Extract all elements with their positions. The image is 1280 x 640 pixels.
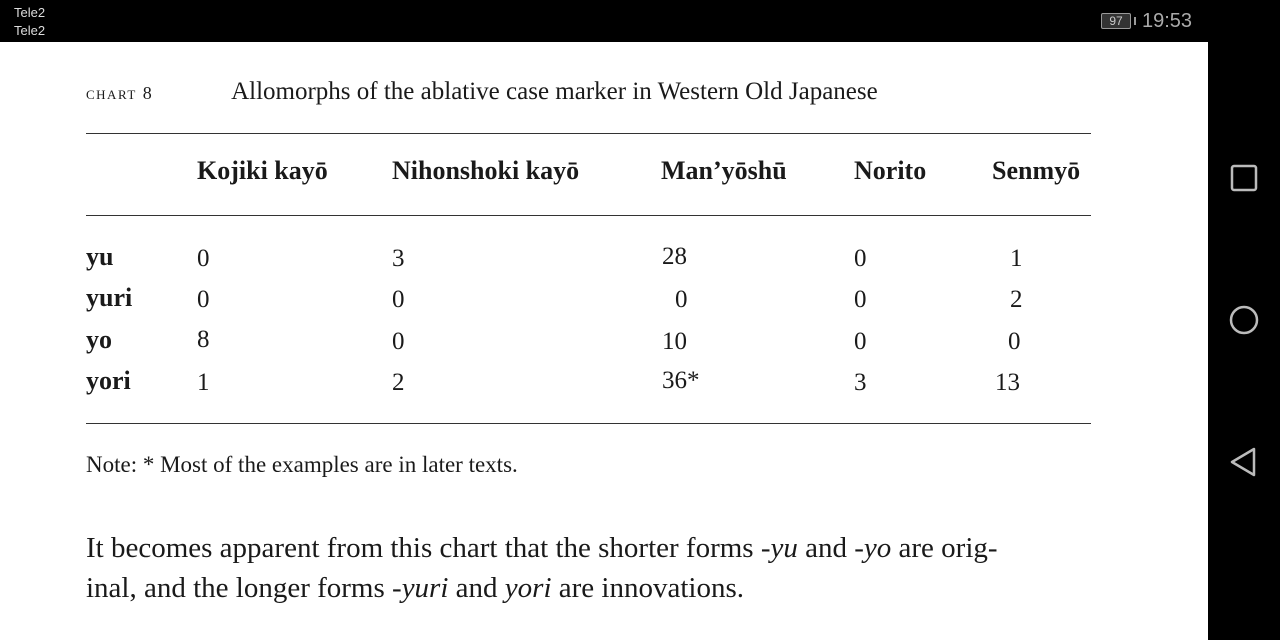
text-run: are orig-: [891, 532, 998, 564]
table-cell: 1: [1010, 245, 1023, 272]
battery-tip: [1134, 17, 1136, 25]
clock: 19:53: [1142, 10, 1193, 32]
table-cell: 2: [392, 369, 405, 396]
table-top-rule: [86, 133, 1091, 134]
column-header: Norito: [854, 156, 927, 185]
status-bar: [0, 0, 1280, 42]
back-icon[interactable]: [1226, 444, 1262, 480]
table-cell: 0: [392, 286, 405, 313]
column-header: Man’yōshū: [661, 156, 787, 185]
table-cell: 36*: [662, 367, 700, 394]
italic-term: -yu: [760, 532, 798, 564]
table-cell: 0: [854, 245, 867, 272]
table-cell: 0: [1008, 328, 1021, 355]
column-header: Kojiki kayō: [197, 156, 328, 185]
table-cell: 0: [197, 245, 210, 272]
row-header: yuri: [86, 283, 133, 312]
table-cell: 1: [197, 369, 210, 396]
body-paragraph: [86, 528, 1096, 608]
table-cell: 3: [392, 245, 405, 272]
table-cell: 13: [995, 369, 1020, 396]
italic-term: -yo: [854, 532, 892, 564]
battery-icon: 97: [1101, 13, 1131, 29]
table-note: Note: * Most of the examples are in later texts.: [86, 452, 518, 477]
table-cell: 0: [392, 328, 405, 355]
table-cell: 0: [675, 286, 688, 313]
document-page[interactable]: [0, 42, 1208, 640]
table-cell: 28: [662, 243, 687, 270]
text-run: It becomes apparent from this chart that the shorter forms: [86, 532, 761, 564]
table-cell: 10: [662, 328, 687, 355]
row-header: yori: [86, 366, 131, 395]
table-cell: 8: [197, 326, 210, 353]
text-run: and: [797, 532, 855, 564]
home-icon[interactable]: [1226, 302, 1262, 338]
italic-term: yori: [504, 572, 552, 604]
table-header-rule: [86, 215, 1091, 216]
paragraph-line: [86, 528, 1096, 568]
text-run: and: [448, 572, 505, 604]
carrier-label: Tele2: [14, 23, 46, 38]
text-run: inal, and the longer forms: [86, 572, 393, 604]
chart-label: chart 8: [86, 83, 154, 103]
row-header: yo: [86, 325, 112, 354]
table-cell: 0: [854, 286, 867, 313]
recents-icon[interactable]: [1226, 160, 1262, 196]
table-cell: 2: [1010, 286, 1023, 313]
column-header: Senmyō: [992, 156, 1081, 185]
chart-title: Allomorphs of the ablative case marker in Western Old Japanese: [231, 78, 878, 105]
table-cell: 0: [197, 286, 210, 313]
chart-caption: [86, 78, 878, 108]
row-header: yu: [86, 242, 114, 271]
navigation-bar: [1208, 42, 1280, 640]
table-bottom-rule: [86, 423, 1091, 424]
italic-term: -yuri: [392, 572, 449, 604]
paragraph-line: [86, 568, 1096, 608]
column-header: Nihonshoki kayō: [392, 156, 580, 185]
text-run: are innovations.: [551, 572, 744, 604]
table-cell: 3: [854, 369, 867, 396]
carrier-label: Tele2: [14, 5, 46, 20]
table-cell: 0: [854, 328, 867, 355]
